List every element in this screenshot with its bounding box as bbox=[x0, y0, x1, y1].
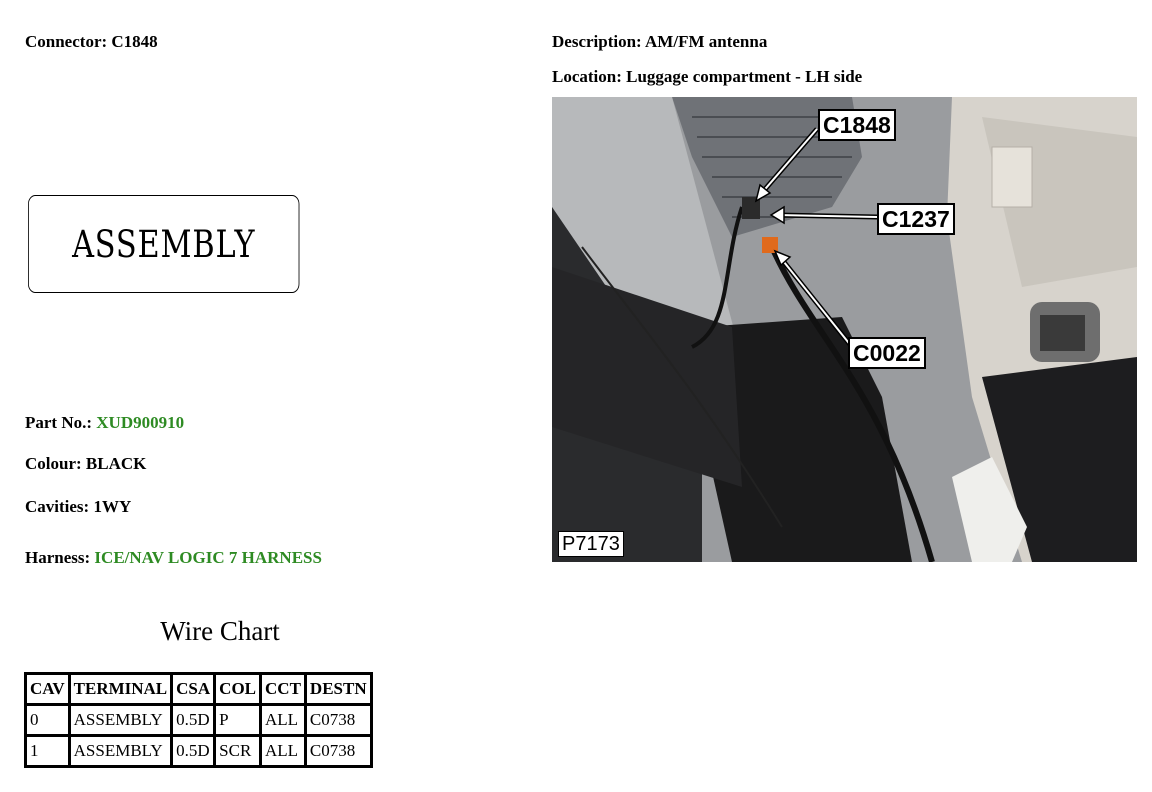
colour-label: Colour: bbox=[25, 454, 82, 473]
part-no-value[interactable]: XUD900910 bbox=[96, 413, 185, 432]
cell-terminal: ASSEMBLY bbox=[69, 736, 172, 767]
callout-c1848: C1848 bbox=[818, 109, 896, 141]
connector-value: C1848 bbox=[111, 32, 158, 51]
header-col: COL bbox=[215, 674, 261, 705]
header-cav: CAV bbox=[26, 674, 70, 705]
header-terminal: TERMINAL bbox=[69, 674, 172, 705]
description-value: AM/FM antenna bbox=[645, 32, 768, 51]
cell-destn: C0738 bbox=[305, 736, 371, 767]
cell-cav: 1 bbox=[26, 736, 70, 767]
callout-c1237: C1237 bbox=[877, 203, 955, 235]
cell-col: SCR bbox=[215, 736, 261, 767]
cell-terminal: ASSEMBLY bbox=[69, 705, 172, 736]
part-no-label: Part No.: bbox=[25, 413, 93, 432]
header-cct: CCT bbox=[261, 674, 306, 705]
assembly-image-box bbox=[28, 195, 299, 293]
cell-destn: C0738 bbox=[305, 705, 371, 736]
table-row bbox=[26, 736, 372, 767]
harness-label: Harness: bbox=[25, 548, 91, 567]
colour-field bbox=[25, 454, 146, 474]
wire-chart-table bbox=[24, 672, 373, 768]
location-photo-illustration bbox=[552, 97, 1137, 562]
cell-csa: 0.5D bbox=[172, 736, 215, 767]
connector-field bbox=[25, 32, 158, 52]
location-photo bbox=[552, 97, 1137, 562]
location-value: Luggage compartment - LH side bbox=[626, 67, 863, 86]
location-field bbox=[552, 67, 862, 87]
cell-csa: 0.5D bbox=[172, 705, 215, 736]
location-label: Location: bbox=[552, 67, 622, 86]
cell-cct: ALL bbox=[261, 705, 306, 736]
connector-label: Connector: bbox=[25, 32, 108, 51]
cell-cct: ALL bbox=[261, 736, 306, 767]
wire-chart-title: Wire Chart bbox=[160, 616, 280, 646]
colour-value: BLACK bbox=[85, 454, 147, 473]
description-label: Description: bbox=[552, 32, 642, 51]
cavities-value: 1WY bbox=[93, 497, 132, 516]
table-row bbox=[26, 705, 372, 736]
harness-value[interactable]: ICE/NAV LOGIC 7 HARNESS bbox=[94, 548, 322, 567]
harness-field bbox=[25, 548, 322, 568]
header-destn: DESTN bbox=[305, 674, 371, 705]
description-field bbox=[552, 32, 767, 52]
cell-col: P bbox=[215, 705, 261, 736]
assembly-label: ASSEMBLY bbox=[72, 222, 256, 266]
cell-cav: 0 bbox=[26, 705, 70, 736]
cavities-label: Cavities: bbox=[25, 497, 90, 516]
callout-c0022: C0022 bbox=[848, 337, 926, 369]
photo-id-label: P7173 bbox=[558, 531, 624, 557]
table-header-row bbox=[26, 674, 372, 705]
header-csa: CSA bbox=[172, 674, 215, 705]
cavities-field bbox=[25, 497, 131, 517]
part-no-field bbox=[25, 413, 184, 433]
